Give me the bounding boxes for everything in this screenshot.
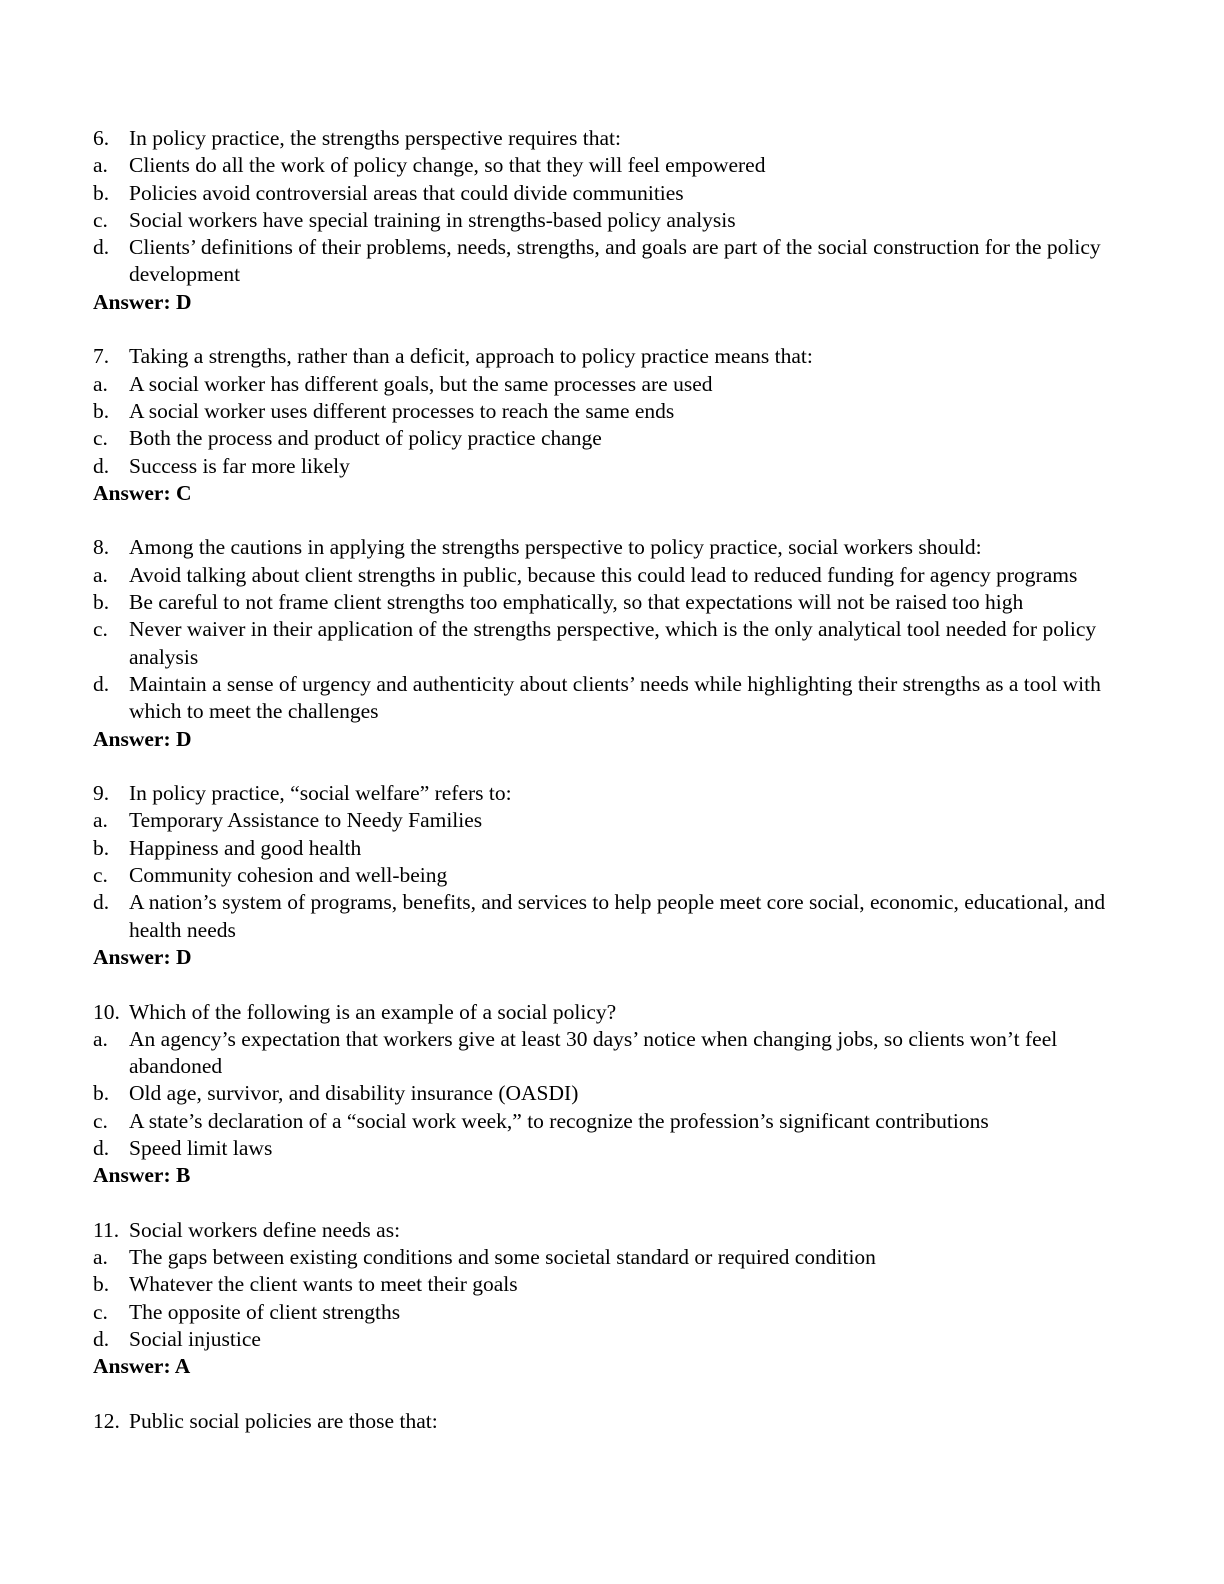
question-7	[93, 343, 1153, 507]
document-page	[93, 125, 1153, 1463]
answer-key: Answer: D	[93, 726, 192, 751]
option-text: The gaps between existing conditions and some societal standard or required condition	[129, 1245, 876, 1270]
option-b	[93, 835, 1153, 862]
option-c	[93, 425, 1153, 452]
question-8	[93, 534, 1153, 752]
option-text: Clients’ definitions of their problems, needs, strengths, and goals are part of the social construction for the policy development	[129, 235, 1101, 287]
option-d	[93, 889, 1153, 944]
option-letter: b.	[93, 835, 110, 860]
answer-key: Answer: B	[93, 1163, 191, 1188]
option-letter: c.	[93, 1108, 108, 1133]
option-b	[93, 1080, 1153, 1107]
option-text: Community cohesion and well-being	[129, 863, 448, 888]
option-letter: a.	[93, 371, 108, 396]
question-number: 10.	[93, 999, 120, 1024]
option-text: Never waiver in their application of the strengths perspective, which is the only analytical tool needed for policy analysis	[129, 617, 1097, 669]
option-text: Be careful to not frame client strengths too emphatically, so that expectations will not be raised too high	[129, 590, 1024, 615]
option-c	[93, 1299, 1153, 1326]
answer-key: Answer: D	[93, 944, 192, 969]
option-letter: a.	[93, 562, 108, 587]
option-letter: b.	[93, 398, 110, 423]
answer-key: Answer: A	[93, 1354, 191, 1379]
question-text: Among the cautions in applying the strengths perspective to policy practice, social workers should:	[129, 535, 982, 560]
option-letter: d.	[93, 1135, 110, 1160]
answer-key: Answer: D	[93, 289, 192, 314]
option-text: Social workers have special training in strengths-based policy analysis	[129, 207, 736, 232]
question-stem	[93, 1408, 1153, 1435]
option-b	[93, 1271, 1153, 1298]
question-12	[93, 1408, 1153, 1435]
question-9	[93, 780, 1153, 971]
option-text: A social worker uses different processes to reach the same ends	[129, 398, 675, 423]
question-stem	[93, 343, 1153, 370]
question-11	[93, 1217, 1153, 1381]
option-text: A social worker has different goals, but the same processes are used	[129, 371, 713, 396]
option-letter: d.	[93, 235, 110, 260]
option-a	[93, 152, 1153, 179]
option-d	[93, 671, 1153, 726]
question-6	[93, 125, 1153, 316]
option-d	[93, 453, 1153, 480]
option-b	[93, 180, 1153, 207]
question-number: 7.	[93, 344, 110, 369]
question-10	[93, 999, 1153, 1190]
question-text: In policy practice, the strengths perspective requires that:	[129, 126, 621, 150]
option-d	[93, 234, 1153, 289]
option-letter: d.	[93, 1327, 110, 1352]
option-text: Happiness and good health	[129, 835, 362, 860]
option-text: Speed limit laws	[129, 1135, 273, 1160]
question-text: In policy practice, “social welfare” refers to:	[129, 781, 512, 806]
option-text: Maintain a sense of urgency and authenticity about clients’ needs while highlighting their strengths as a tool with which to meet the challenges	[129, 671, 1101, 724]
option-c	[93, 862, 1153, 889]
option-text: The opposite of client strengths	[129, 1299, 401, 1324]
option-letter: b.	[93, 180, 110, 205]
question-stem	[93, 534, 1153, 561]
option-a	[93, 562, 1153, 589]
option-a	[93, 371, 1153, 398]
option-text: Social injustice	[129, 1327, 261, 1352]
question-stem	[93, 999, 1153, 1026]
question-stem	[93, 1217, 1153, 1244]
option-d	[93, 1326, 1153, 1353]
option-b	[93, 589, 1153, 616]
option-text: Success is far more likely	[129, 453, 350, 478]
option-text: A state’s declaration of a “social work week,” to recognize the profession’s significant contributions	[129, 1108, 989, 1133]
option-c	[93, 616, 1153, 671]
option-text: Temporary Assistance to Needy Families	[129, 808, 483, 833]
option-a	[93, 1026, 1153, 1081]
option-letter: a.	[93, 1245, 108, 1270]
option-text: Policies avoid controversial areas that could divide communities	[129, 180, 684, 205]
option-a	[93, 1244, 1153, 1271]
option-letter: c.	[93, 617, 108, 642]
option-letter: b.	[93, 1272, 110, 1297]
option-letter: d.	[93, 453, 110, 478]
option-letter: c.	[93, 426, 108, 451]
option-c	[93, 1108, 1153, 1135]
question-stem	[93, 780, 1153, 807]
question-text: Social workers define needs as:	[129, 1217, 401, 1242]
option-c	[93, 207, 1153, 234]
option-b	[93, 398, 1153, 425]
option-letter: a.	[93, 808, 108, 833]
question-text: Taking a strengths, rather than a deficit, approach to policy practice means that:	[129, 344, 813, 369]
option-letter: d.	[93, 890, 110, 915]
option-text: Whatever the client wants to meet their goals	[129, 1272, 518, 1297]
option-a	[93, 807, 1153, 834]
answer-key: Answer: C	[93, 480, 192, 505]
option-text: Both the process and product of policy practice change	[129, 426, 602, 451]
question-number: 8.	[93, 535, 110, 560]
option-d	[93, 1135, 1153, 1162]
question-stem	[93, 125, 1153, 152]
option-text: A nation’s system of programs, benefits, and services to help people meet core social, economic, educational, and health needs	[129, 890, 1106, 942]
option-letter: c.	[93, 207, 108, 232]
option-text: Clients do all the work of policy change, so that they will feel empowered	[129, 153, 766, 178]
question-number: 11.	[93, 1217, 120, 1242]
question-text: Which of the following is an example of a social policy?	[129, 999, 617, 1024]
option-letter: b.	[93, 590, 110, 615]
option-letter: a.	[93, 153, 108, 178]
question-number: 12.	[93, 1408, 120, 1433]
question-text: Public social policies are those that:	[129, 1408, 438, 1433]
question-number: 6.	[93, 126, 110, 150]
question-number: 9.	[93, 781, 110, 806]
option-letter: c.	[93, 1299, 108, 1324]
option-text: Avoid talking about client strengths in public, because this could lead to reduced funding for agency programs	[129, 562, 1078, 587]
option-letter: d.	[93, 671, 110, 696]
option-text: An agency’s expectation that workers give at least 30 days’ notice when changing jobs, so clients won’t feel abandoned	[129, 1026, 1058, 1079]
option-letter: b.	[93, 1081, 110, 1106]
option-letter: a.	[93, 1026, 108, 1051]
option-text: Old age, survivor, and disability insurance (OASDI)	[129, 1081, 579, 1106]
option-letter: c.	[93, 863, 108, 888]
